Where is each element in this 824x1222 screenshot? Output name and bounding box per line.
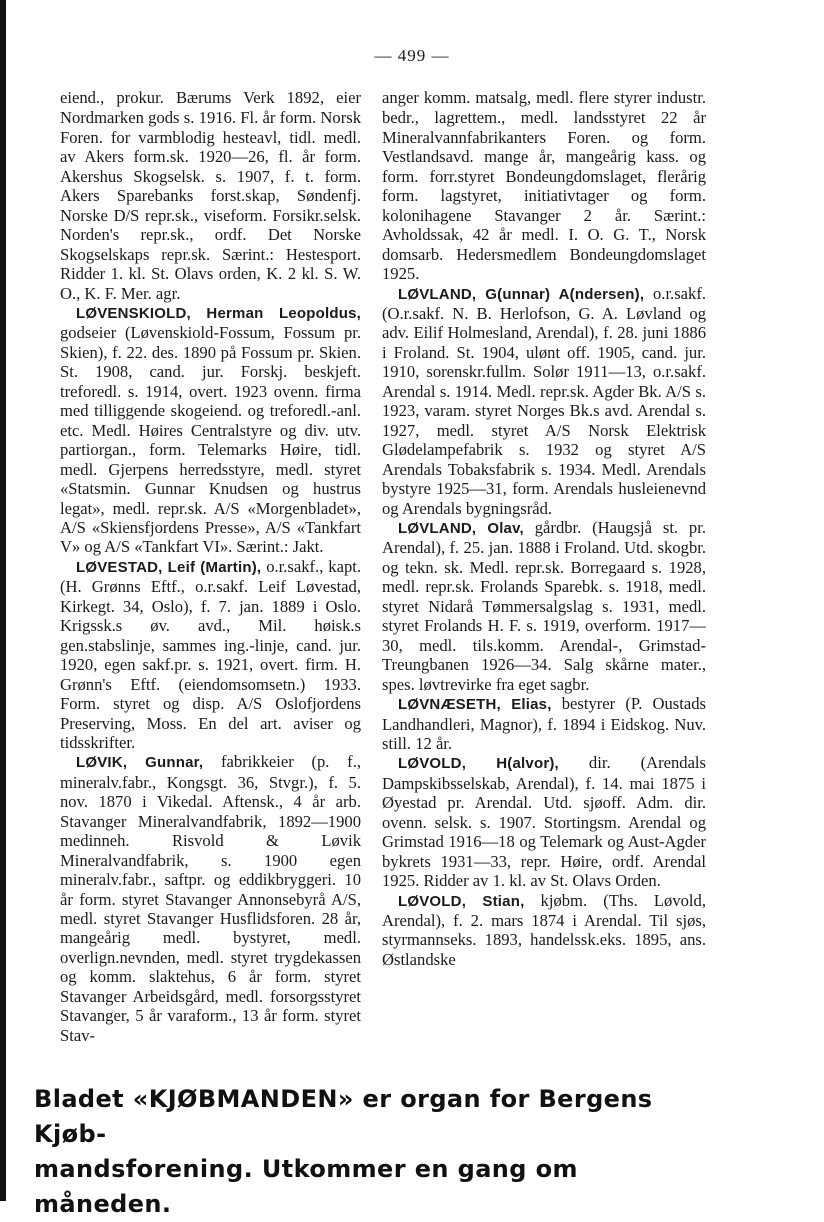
entry-name: LØVLAND, G(unnar) A(ndersen), [398,285,645,303]
entry-lovold-halvor [382,753,706,890]
entry-text: godseier (Løvenskiold-Fossum, Fossum pr. Skien), f. 22. des. 1890 på Fossum pr. Skien. St. 1908, cand. jur. Forskj. beskjeft. treforedl. s. 1914, overt. 1923 ovenn. firma med tilliggende skogeiend. og treforedl.-anl. etc. Medl. Høires Centralstyre og div. utv. partiorgan., form. Telemarks Høire, tidl. medl. Gjerpens herredsstyre, medl. styret «Statsmin. Gunnar Knudsen og hustrus legat», medl. repr.sk. A/S «Morgenbladet», A/S «Skiensfjordens Presse», A/S «Tankfart V» og A/S «Tankfart VI». Særint.: Jakt. [60,323,361,557]
entry-lovenskiold [60,303,361,557]
left-column [60,88,361,1045]
entry-lovik [60,752,361,1045]
scan-page-edge [0,0,6,1201]
entry-text: anger komm. matsalg, medl. flere styrer industr. bedr., lagrettem., medl. landsstyret 22 år Mineralvannfabrikanters Foren. og form. Vestlandsavd. mange år, mangeårig kass. og form. forr.styret Bondeungdomslaget, flerårig form. lagstyret, initiativtager og form. kolonihagene Stavanger 2 år. Særint.: Avholdssak, 42 år medl. I. O. G. T., Norsk domsarb. Hedersmedlem Bondeungdomslaget 1925. [382,88,706,284]
entry-name: LØVIK, Gunnar, [76,754,204,772]
entry-lovnaeseth [382,694,706,753]
entry-lovland-olav [382,518,706,694]
entry-text: kjøbm. (Ths. Løvold, Arendal), f. 2. mars 1874 i Arendal. Til sjøs, styrmannseks. 1893, handelssk.eks. 1895, ans. Østlandske [382,890,706,969]
entry-name: LØVESTAD, Leif (Martin), [76,558,262,576]
entry-text: bestyrer (P. Oustads Landhandleri, Magnor), f. 1894 i Eidskog. Nuv. still. 12 år. [382,694,706,753]
ad-line-2: mandsforening. Utkommer en gang om måneden. [34,1155,578,1218]
entry-lovland-gunnar [382,284,706,518]
entry-continuation [60,88,361,303]
entry-name: LØVENSKIOLD, Herman Leopoldus, [76,304,361,322]
entry-lovold-stian [382,891,706,970]
footer-advertisement [34,1082,724,1222]
entry-name: LØVOLD, Stian, [398,892,525,910]
entry-continuation [382,88,706,284]
entry-text: o.r.sakf. (O.r.sakf. N. B. Herlofson, G. A. Løvland og adv. Eilif Holmesland, Arendal), f. 28. juni 1886 i Froland. St. 1904, ulønt off. 1905, cand. jur. 1910, sorenskr.fullm. Solør 1911—13, o.r.sakf. Arendal s. 1914. Medl. repr.sk. Agder Bk. A/S s. 1923, varam. styret Norges Bk.s avd. Arendal s. 1927, medl. styret A/S Norsk Elektrisk Glødelampefabrik s. 1932 og styret A/S Arendals Tobaksfabrik s. 1934. Medl. Arendals bystyre 1925—31, form. Arendals husleienevnd og Arendals bygningsråd. [382,283,706,518]
entry-name: LØVOLD, H(alvor), [398,755,559,773]
entry-lovestad [60,557,361,753]
entry-text: dir. (Arendals Dampskibsselskab, Arendal), f. 14. mai 1875 i Øyestad pr. Arendal. Utd. sjøoff. Adm. dir. ovenn. selsk. s. 1907. Stortingsm. Arendal og Grimstad 1916—18 og Telemark og Aust-Agder bykrets 1931—33, repr. Høire, ordf. Arendal 1925. Ridder av 1. kl. av St. Olavs Orden. [382,753,707,891]
ad-line-1: Bladet «KJØBMANDEN» er organ for Bergens Kjøb- [34,1085,653,1148]
entry-name: LØVNÆSETH, Elias, [398,696,552,714]
page-number: — 499 — [374,46,450,65]
entry-name: LØVLAND, Olav, [398,519,524,537]
right-column [382,88,706,969]
entry-text: fabrikkeier (p. f., mineralv.fabr., Kongsgt. 36, Stvgr.), f. 5. nov. 1870 i Vikedal. Aftensk., 4 år arb. Stavanger Mineralvandfabrik, 1892—1900 medinneh. Risvold & Løvik Mineralvandfabrik, s. 1900 egen mineralv.fabr., saftpr. og eddikbryggeri. 10 år form. styret Stavanger Annonsebyrå A/S, medl. styret Stavanger Husflidsforen. 28 år, mangeårig medl. bystyret, medl. overlign.nevnden, medl. styret trygdekassen og komm. slaktehus, 6 år form. styret Stavanger Arbeidsgård, medl. forsorgsstyret Stavanger, 5 år varaform., 13 år form. styret Stav- [60,752,361,1045]
entry-text: o.r.sakf., kapt. (H. Grønns Eftf., o.r.sakf. Leif Løvestad, Kirkegt. 34, Oslo), f. 7. jan. 1889 i Oslo. Krigssk.s øv. avd., Mil. høisk.s gen.stabslinje, sammes ing.-linje, cand. jur. 1920, egen sakf.pr. s. 1921, overt. firm. H. Grønn's Eftf. (eiendomsomsetn.) 1933. Form. styret og disp. A/S Oslofjordens Preserving, Moss. En del art. aviser og tidsskrifter. [60,556,362,752]
entry-text: eiend., prokur. Bærums Verk 1892, eier Nordmarken gods s. 1916. Fl. år form. Norsk Foren. for varmblodig hesteavl, tidl. medl. av Akers form.sk. 1920—26, fl. år form. Akershus Skogselsk. s. 1907, f. t. form. Akers Sparebanks forst.skap, Søndenfj. Norske D/S repr.sk., viseform. Forsikr.selsk. Norden's repr.sk., ordf. Det Norske Skogselskaps repr.sk. Særint.: Hestesport. Ridder 1. kl. St. Olavs orden, K. 2 kl. S. W. O., K. F. Mer. agr. [60,88,361,303]
entry-text: gårdbr. (Haugsjå st. pr. Arendal), f. 25. jan. 1888 i Froland. Utd. skogbr. og tekn. sk. Medl. repr.sk. Borregaard s. 1928, medl. repr.sk. Frolands Sparebk. s. 1918, medl. styret Nidarå Tømmersalgslag s. 1931, medl. styret Frolands H. F. s. 1919, overform. 1917—30, medl. tils.komm. Arendal-, Grimstad-Treungbanen 1926—34. Salg skårne mater., spes. løvtrevirke fra eget sagbr. [382,517,706,694]
